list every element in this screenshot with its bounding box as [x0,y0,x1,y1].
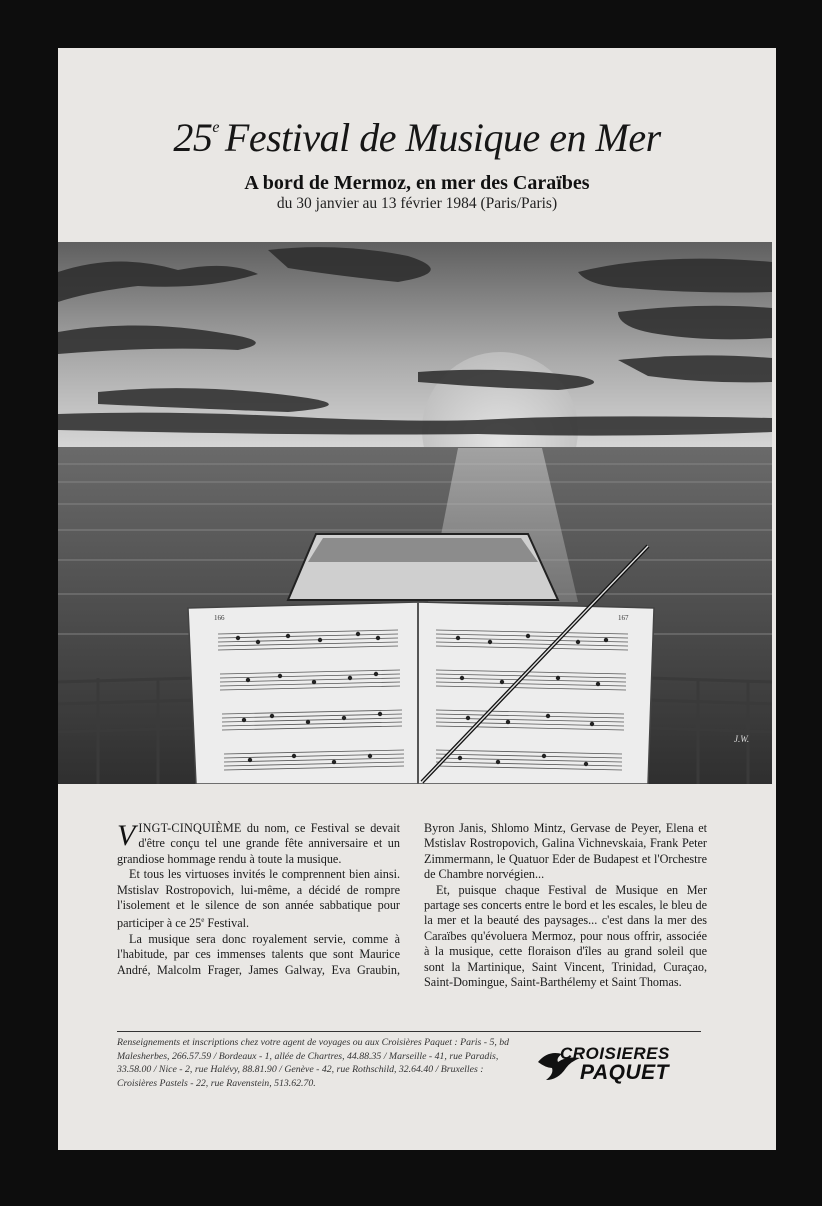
left-page-number: 166 [214,614,225,622]
article-body [117,821,707,990]
contact-information: Renseignements et inscriptions chez votre agent de voyages ou aux Croisières Paquet : Paris - 5, bd Malesherbes, 266.57.59 / Bordeaux - 1, allée de Chartres, 44.88.35 / Marseille - 41, rue Paradis, 33.58.00 / Nice - 2, rue Halévy, 88.81.90 / Genève - 42, rue Rothschild, 32.64.40 / Bruxelles : Croisières Pastels - 22, rue Ravenstein, 513.62.70. [117,1037,510,1089]
festival-ordinal-suffix: e [201,916,205,925]
sunset-sheet-music-illustration [58,242,772,784]
festival-dates: du 30 janvier au 13 février 1984 (Paris/Paris) [276,195,558,212]
page-subtitle: A bord de Mermoz, en mer des Caraïbes [244,172,590,194]
paragraph-2-text: Et tous les virtuoses invités le comprennent bien ainsi. Mstislav Rostropovich, lui-même, a décidé de rompre l'isolement et le silence de son année sabbatique pour participer à ce [117,867,400,931]
drop-cap: V [117,819,136,852]
advertisement-page [58,48,776,1150]
croisieres-paquet-logo [536,1042,708,1088]
right-page-number: 167 [618,614,629,622]
artist-signature: J.W. [734,734,750,744]
paragraph-1-text: du nom, ce Festival se devait d'être conçu tel une grande fête anniversaire et un grandiose hommage rendu à toute la musique. [117,821,400,866]
logo-line-2: PAQUET [580,1061,669,1084]
page-title [58,114,776,161]
article-paragraph-4: Et, puisque chaque Festival de Musique en Mer partage ses concerts entre le bord et les escales, le bleu de la mer et la beauté des paysages... c'est dans la mer des Caraïbes qu'évoluera Mermoz, pour nous offrir, associée à la musique, cette floraison d'îles au grand soleil que sont la Martinique, Saint Vincent, Trinidad, Curaçao, Saint-Domingue, Saint-Barthélemy et Saint Thomas. [424,882,707,990]
footer-divider [117,1031,701,1032]
lead-word: INGT-CINQUIÈME [138,821,242,835]
edition-number: 25 [173,115,213,160]
edition-suffix: e [212,119,219,136]
paragraph-2-end: Festival. [204,916,250,931]
article-paragraph-1 [117,821,400,867]
article-paragraph-3: La musique sera donc royalement servie, comme à l'habitude, par ces immenses talents que sont Maurice André, Malcolm Frager, James Galway, Eva Graubin, Byron Janis, Shlomo Mintz, Gervase de Peyer, Elena et Mstislav Rostropovich, Galina Vichnevskaia, Frank Peter Zimmermann, le Quatuor Eder de Budapest et l'Orchestre de Chambre norvégien... [117,821,707,977]
article-paragraph-2 [117,867,400,932]
festival-ordinal: 25 [189,916,202,931]
logo-line-1: CROISIERES [560,1044,670,1063]
festival-title: Festival de Musique en Mer [224,115,661,160]
